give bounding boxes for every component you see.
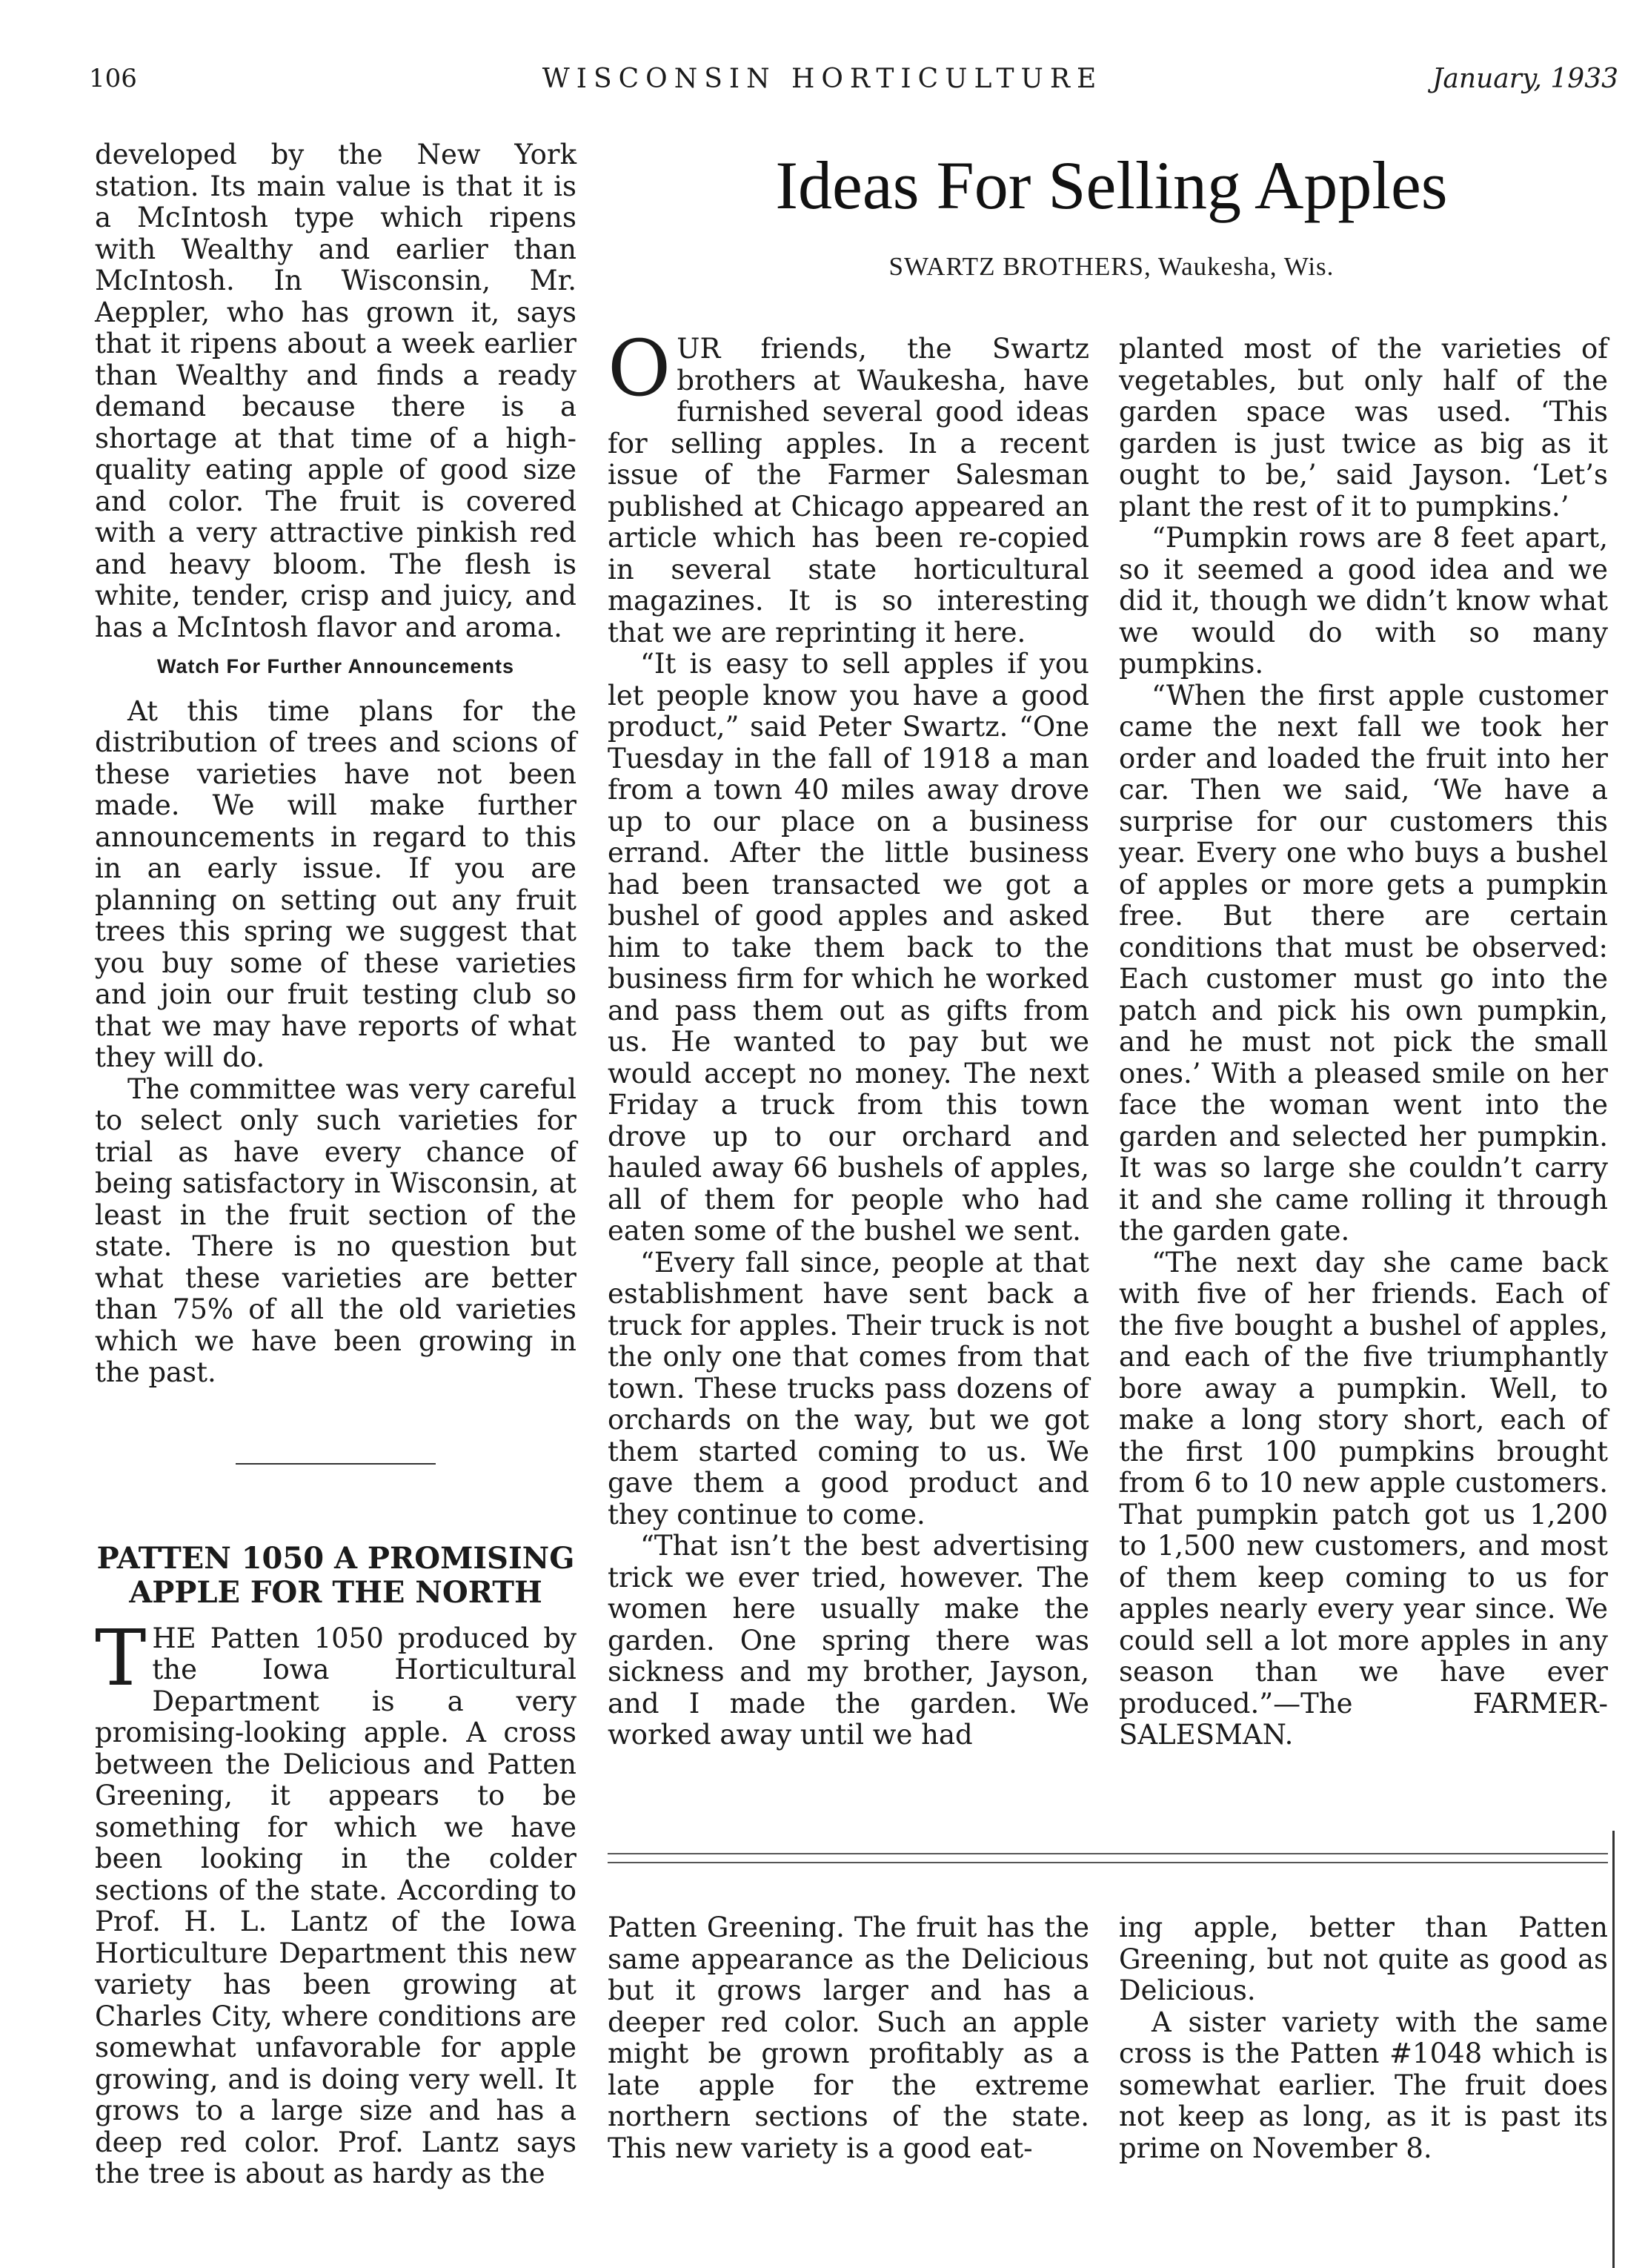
paragraph: The committee was very careful to select only such varieties for trial as have every chance of being satisfactory in Wisconsin, at least in the fruit section of the state. There is no question but what these varieties are better than 75% of all the old varieties which we have been growing in the past. (95, 1072, 576, 1388)
paragraph: At this time plans for the distribution of trees and scions of these varieties have not been made. We will make further announcements in regard to this in an early issue. If you are planning on setting out any fruit trees this spring we suggest that you buy some of these varieties and join our fruit testing club so that we may have reports of what they will do. (95, 694, 576, 1073)
margin-line (1612, 1831, 1615, 2268)
source-credit: FARMER-SALESMAN. (1119, 1687, 1608, 1751)
paragraph: “That isn’t the best advertising trick we ever tried, however. The women here usually make the garden. One spring there was sickness and my brother, Jayson, and I made the garden. We worked away until we had (608, 1530, 1089, 1751)
article-title-patten: PATTEN 1050 A PROMISING APPLE FOR THE NORTH (96, 1540, 575, 1610)
page-header (0, 64, 1645, 116)
paragraph-text: HE Patten 1050 produced by the Iowa Horticultural Department is a very promising-looking apple. A cross between the Delicious and Patten Greening, it appears to be something for which we have been looking in the colder sections of the state. According to Prof. H. L. Lantz of the Iowa Horticulture Department this new variety has been growing at Charles City, where conditions are somewhat unfavorable for apple growing, and is doing very well. It grows to a large size and has a deep red color. Prof. Lantz says the tree is about as hardy as the (95, 1622, 576, 2189)
drop-cap: O (608, 323, 671, 414)
paragraph (1119, 1247, 1608, 1751)
section-heading: Watch For Further Announcements (156, 655, 514, 677)
article-title: Ideas For Selling Apples (775, 147, 1448, 223)
section-divider (608, 1853, 1608, 1863)
column-bottom-right (1119, 1912, 1608, 2164)
issue-date: January, 1933 (1432, 64, 1618, 94)
column-middle (608, 323, 1089, 1751)
paragraph: developed by the New York station. Its main value is that it is a McIntosh type which ripens with Wealthy and earlier than McIntosh. In Wisconsin, Mr. Aeppler, who has grown it, says that it ripens about a week earlier than Wealthy and finds a ready demand because there is a shortage at that time of a high-quality eating apple of good size and color. The fruit is covered with a very attractive pinkish red and heavy bloom. The flesh is white, tender, crisp and juicy, and has a McIntosh flavor and aroma. (95, 139, 576, 643)
paragraph: “When the first apple customer came the next fall we took her order and loaded the fruit into her car. Then we said, ‘We have a surprise for our customers this year. Every one who buys a bushel of apples or more gets a pumpkin free. But there are certain conditions that must be observed: Each customer must go into the patch and pick his own pumpkin, and he must not pick the small ones.’ With a pleased smile on her face the woman went into the garden and selected her pumpkin. It was so large she couldn’t carry it and she came rolling it through the garden gate. (1119, 679, 1608, 1247)
paragraph (95, 1612, 576, 2190)
column-left (95, 139, 576, 2190)
paragraph: planted most of the varieties of vegetables, but only half of the garden space was used. ‘This garden is just twice as big as it ought to be,’ said Jayson. ‘Let’s plant the rest of it to pumpkins.’ (1119, 333, 1608, 523)
paragraph: ing apple, better than Patten Greening, but not quite as good as Delicious. (1119, 1911, 1608, 2006)
column-right (1119, 334, 1608, 1751)
paragraph: “Every fall since, people at that establishment have sent back a truck for apples. Their truck is not the only one that comes from that town. These trucks pass dozens of orchards on the way, but we got them started coming to us. We gave them a good product and they continue to come. (608, 1246, 1089, 1531)
column-bottom-middle (608, 1912, 1089, 2164)
paragraph (608, 323, 1089, 649)
paragraph-text: UR friends, the Swartz brothers at Waukesha, have furnished several good ideas for selling apples. In a recent issue of the Farmer Salesman published at Chicago appeared an article which has been re-copied in several state horticultural magazines. It is so interesting that we are reprinting it here. (608, 333, 1089, 649)
paragraph-text: “The next day she came back with five of her friends. Each of the five bought a bushel of apples, and each of the five triumphantly bore away a pumpkin. Well, to make a long story short, each of the first 100 pumpkins brought from 6 to 10 new apple customers. That pumpkin patch got us 1,200 to 1,500 new customers, and most of them keep coming to us for apples nearly every year since. We could sell a lot more apples in any season than we have ever produced.”—The (1119, 1246, 1608, 1720)
journal-title: WISCONSIN HORTICULTURE (542, 64, 1103, 94)
short-rule (236, 1463, 436, 1465)
paragraph: A sister variety with the same cross is the Patten #1048 which is somewhat earlier. The fruit does not keep as long, as it is past its prime on November 8. (1119, 2006, 1608, 2164)
paragraph: “It is easy to sell apples if you let people know you have a good product,” said Peter Swartz. “One Tuesday in the fall of 1918 a man from a town 40 miles away drove up to our place on a business errand. After the little business had been transacted we got a bushel of good apples and asked him to take them back to the business firm for which he worked and pass them out as gifts from us. He wanted to pay but we would accept no money. The next Friday a truck from this town drove up to our orchard and hauled away 66 bushels of apples, all of them for people who had eaten some of the bushel we sent. (608, 648, 1089, 1247)
drop-cap: T (95, 1612, 147, 1703)
page-number: 106 (89, 64, 137, 93)
paragraph: “Pumpkin rows are 8 feet apart, so it seemed a good idea and we did it, though we didn’t know what we would do with so many pumpkins. (1119, 522, 1608, 680)
paragraph: Patten Greening. The fruit has the same appearance as the Delicious but it grows larger and has a deeper red color. Such an apple might be grown profitably as a late apple for the extreme northern sections of the state. This new variety is a good eat- (608, 1911, 1089, 2164)
byline: SWARTZ BROTHERS, Waukesha, Wis. (888, 252, 1335, 281)
